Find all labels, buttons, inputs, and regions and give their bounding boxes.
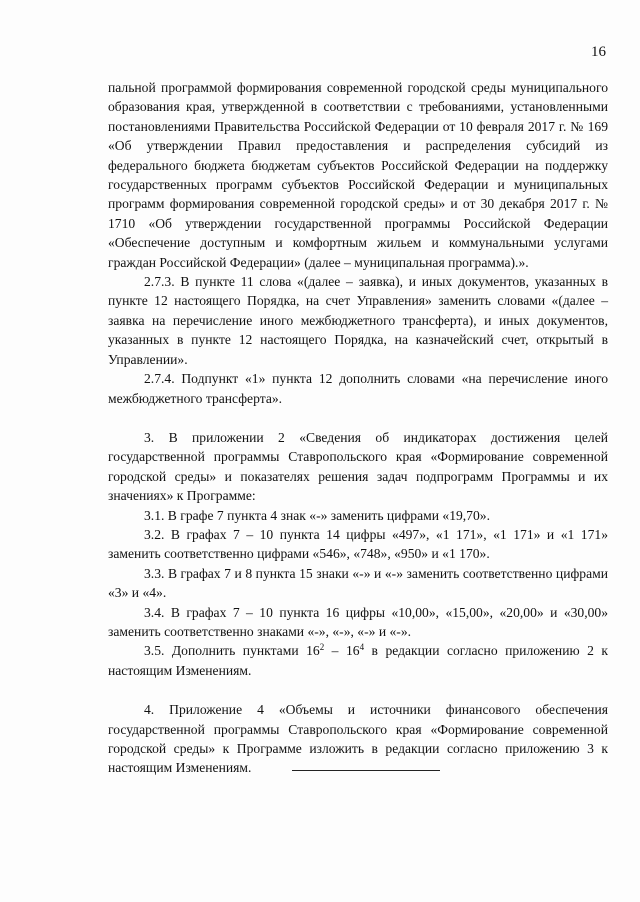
paragraph-3-5-text-mid: – 16 <box>324 643 360 659</box>
paragraph-3-5-text-end: в редакции согласно приложению 2 к настоящим Изменениям. <box>108 643 609 678</box>
paragraph-gap <box>108 680 608 700</box>
document-body <box>108 78 608 778</box>
paragraph-3-4: 3.4. В графах 7 – 10 пункта 16 цифры «10,00», «15,00», «20,00» и «30,00» заменить соответственно знаками «-», «-», «-» и «-». <box>108 604 608 639</box>
paragraph-3: 3. В приложении 2 «Сведения об индикаторах достижения целей государственной программы Ставропольского края «Формирование современной городской среды» и показателях решения задач подпрограмм Программы и их значениях» к Программе: <box>108 429 608 504</box>
paragraph-2-7-4: 2.7.4. Подпункт «1» пункта 12 дополнить словами «на перечисление иного межбюджетного трансферта». <box>108 371 608 406</box>
paragraph-3-2: 3.2. В графах 7 – 10 пункта 14 цифры «497», «1 171», «1 171» и «1 171» заменить соответственно цифрами «546», «748», «950» и «1 170». <box>108 526 608 562</box>
paragraph-3-1: 3.1. В графе 7 пункта 4 знак «-» заменить цифрами «19,70». <box>144 507 490 523</box>
paragraph-continuation: пальной программой формирования современной городской среды муниципального образования края, утвержденной в соответствии с требованиями, установленными постановлениями Правительства Российской Федерации от 10 февраля 2017 г. № 169 «Об утверждении Правил предоставления и распределения субсидий из федерального бюджета бюджетам субъектов Российской Федерации на поддержку государственных программ субъектов Российской Федерации и муниципальных программ формирования современной городской среды» и от 30 декабря 2017 г. № 1710 «Об утверждении государственной программы Российской Федерации «Обеспечение доступным и комфортным жильем и коммунальными услугами граждан Российской Федерации» (далее – муниципальная программа).». <box>108 80 608 270</box>
paragraph-3-5 <box>108 641 608 680</box>
superscript-4: 4 <box>359 642 365 653</box>
paragraph-gap <box>108 408 608 428</box>
paragraph-3-5-text-start: 3.5. Дополнить пунктами 16 <box>144 643 320 659</box>
paragraph-3-3: 3.3. В графах 7 и 8 пункта 15 знаки «-» и «-» заменить соответственно цифрами «3» и «4». <box>108 565 608 601</box>
end-divider-line <box>292 770 440 771</box>
paragraph-4: 4. Приложение 4 «Объемы и источники финансового обеспечения государственной программы Ставропольского края «Формирование современной городской среды» к Программе изложить в редакции согласно приложению 3 к настоящим Изменениям. <box>108 702 608 776</box>
superscript-2: 2 <box>319 642 325 653</box>
page-number: 16 <box>591 44 606 60</box>
paragraph-2-7-3: 2.7.3. В пункте 11 слова «(далее – заявка), и иных документов, указанных в пункте 12 настоящего Порядка, на счет Управления» заменить словами «(далее – заявка на перечисление иного межбюджетного трансферта), и иных документов, указанных в пункте 12 настоящего Порядка, на казначейский счет, открытый в Управлении». <box>108 274 608 367</box>
